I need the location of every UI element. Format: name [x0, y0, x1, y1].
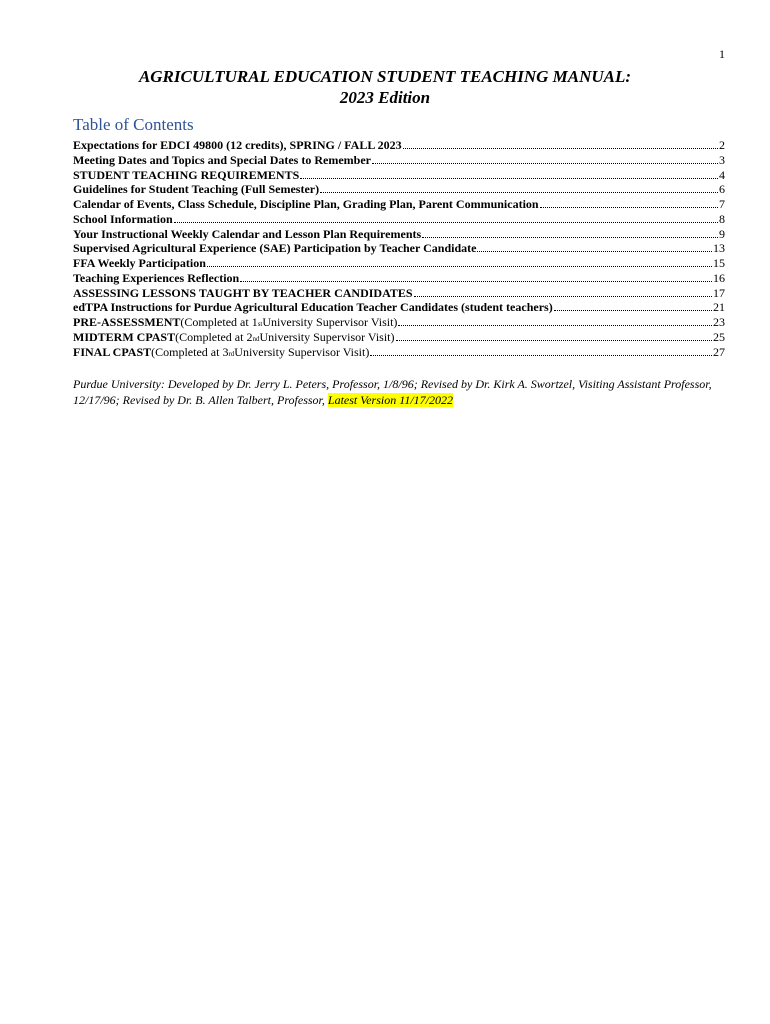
toc-entry-page: 16: [713, 270, 725, 285]
toc-entry[interactable]: PRE-ASSESSMENT (Completed at 1 st University Supervisor Visit) 23: [73, 315, 725, 329]
toc-leader-dots: [207, 256, 712, 267]
toc-entry-title[interactable]: PRE-ASSESSMENT: [73, 315, 181, 329]
footnote: [73, 376, 713, 408]
toc-entry[interactable]: [73, 182, 725, 197]
toc-leader-dots: [554, 300, 712, 311]
toc-entry-suffix: (Completed at 2: [175, 329, 253, 344]
toc-entry[interactable]: [73, 286, 725, 301]
toc-leader-dots: [240, 271, 712, 282]
toc-leader-dots: [320, 182, 718, 193]
toc-entry[interactable]: FINAL CPAST (Completed at 3 rd University Supervisor Visit) 27: [73, 344, 725, 359]
toc-entry-page: 15: [713, 256, 725, 270]
toc-leader-dots: [422, 227, 718, 238]
toc-entry-page: 7: [719, 197, 725, 211]
toc-entry-page: 25: [713, 329, 725, 344]
toc-leader-dots: [403, 138, 718, 149]
toc-entry[interactable]: MIDTERM CPAST (Completed at 2 nd University Supervisor Visit) 25: [73, 329, 725, 344]
document-title: [0, 66, 770, 108]
toc-entry[interactable]: [73, 227, 725, 242]
footnote-text: Purdue University: Developed by Dr. Jerry L. Peters, Professor, 1/8/96; Revised by Dr. Kirk A. Swortzel, Visiting Assistant Professor, 12/17/96; Revised by Dr. B. Allen Talbert, Professor,: [73, 377, 712, 407]
toc-entry[interactable]: [73, 212, 725, 227]
toc-entry-page: 6: [719, 182, 725, 197]
toc-entry-suffix: (Completed at 3: [151, 344, 229, 359]
title-line-2: 2023 Edition: [339, 88, 431, 107]
toc-entry[interactable]: [73, 271, 725, 286]
toc-entry-page: 3: [719, 152, 725, 167]
toc-entry[interactable]: [73, 256, 725, 271]
toc-entry-title[interactable]: FINAL CPAST: [73, 344, 152, 359]
page-number: 1: [719, 47, 725, 61]
toc-entry-title[interactable]: FFA Weekly Participation: [73, 256, 206, 270]
toc-entry-title[interactable]: Your Instructional Weekly Calendar and Lesson Plan Requirements: [73, 226, 422, 241]
toc-entry-title[interactable]: Calendar of Events, Class Schedule, Discipline Plan, Grading Plan, Parent Communication: [73, 197, 539, 211]
toc-entry[interactable]: [73, 168, 725, 183]
toc-leader-dots: [370, 345, 712, 356]
toc-entry-title[interactable]: ASSESSING LESSONS TAUGHT BY TEACHER CANDIDATES: [73, 285, 413, 300]
toc-heading: Table of Contents: [73, 115, 194, 134]
toc-leader-dots: [398, 315, 712, 326]
footnote-highlight: Latest Version 11/17/2022: [327, 393, 454, 407]
toc-entry-title[interactable]: Guidelines for Student Teaching (Full Semester): [73, 182, 320, 197]
toc-entry[interactable]: [73, 138, 725, 153]
toc-entry-title[interactable]: STUDENT TEACHING REQUIREMENTS: [73, 167, 300, 182]
toc-entry-suffix-end: University Supervisor Visit): [234, 344, 370, 359]
toc-entry-page: 27: [713, 344, 725, 359]
toc-entry[interactable]: [73, 197, 725, 212]
toc-entry-page: 21: [713, 300, 725, 315]
toc-leader-dots: [300, 168, 718, 179]
toc-entry[interactable]: [73, 300, 725, 315]
toc-entry-suffix: (Completed at 1: [180, 315, 258, 329]
toc-entry-page: 9: [719, 226, 725, 241]
table-of-contents: [73, 138, 725, 359]
toc-entry-page: 8: [719, 211, 725, 226]
toc-entry-page: 2: [719, 138, 725, 152]
toc-leader-dots: [540, 197, 718, 208]
toc-entry-title[interactable]: MIDTERM CPAST: [73, 329, 176, 344]
toc-entry-suffix-end: University Supervisor Visit): [262, 315, 398, 329]
toc-entry-page: 13: [713, 241, 725, 256]
toc-leader-dots: [477, 241, 712, 252]
toc-leader-dots: [174, 212, 718, 223]
toc-entry[interactable]: [73, 153, 725, 168]
toc-entry-title[interactable]: Meeting Dates and Topics and Special Dates to Remember: [73, 152, 371, 167]
toc-entry-title[interactable]: Supervised Agricultural Experience (SAE) Participation by Teacher Candidate: [73, 241, 477, 256]
toc-entry[interactable]: [73, 241, 725, 256]
toc-entry-page: 17: [713, 285, 725, 300]
toc-entry-title[interactable]: Teaching Experiences Reflection: [73, 270, 240, 285]
toc-entry-page: 23: [713, 315, 725, 329]
title-line-1: AGRICULTURAL EDUCATION STUDENT TEACHING MANUAL:: [138, 67, 632, 86]
toc-leader-dots: [372, 153, 718, 164]
toc-entry-page: 4: [719, 167, 725, 182]
toc-leader-dots: [414, 286, 712, 297]
toc-entry-title[interactable]: School Information: [73, 211, 173, 226]
toc-entry-title[interactable]: edTPA Instructions for Purdue Agricultural Education Teacher Candidates (student teachers): [73, 300, 553, 315]
toc-entry-suffix-end: University Supervisor Visit): [259, 329, 395, 344]
toc-leader-dots: [396, 330, 712, 341]
toc-entry-title[interactable]: Expectations for EDCI 49800 (12 credits), SPRING / FALL 2023: [73, 138, 402, 152]
